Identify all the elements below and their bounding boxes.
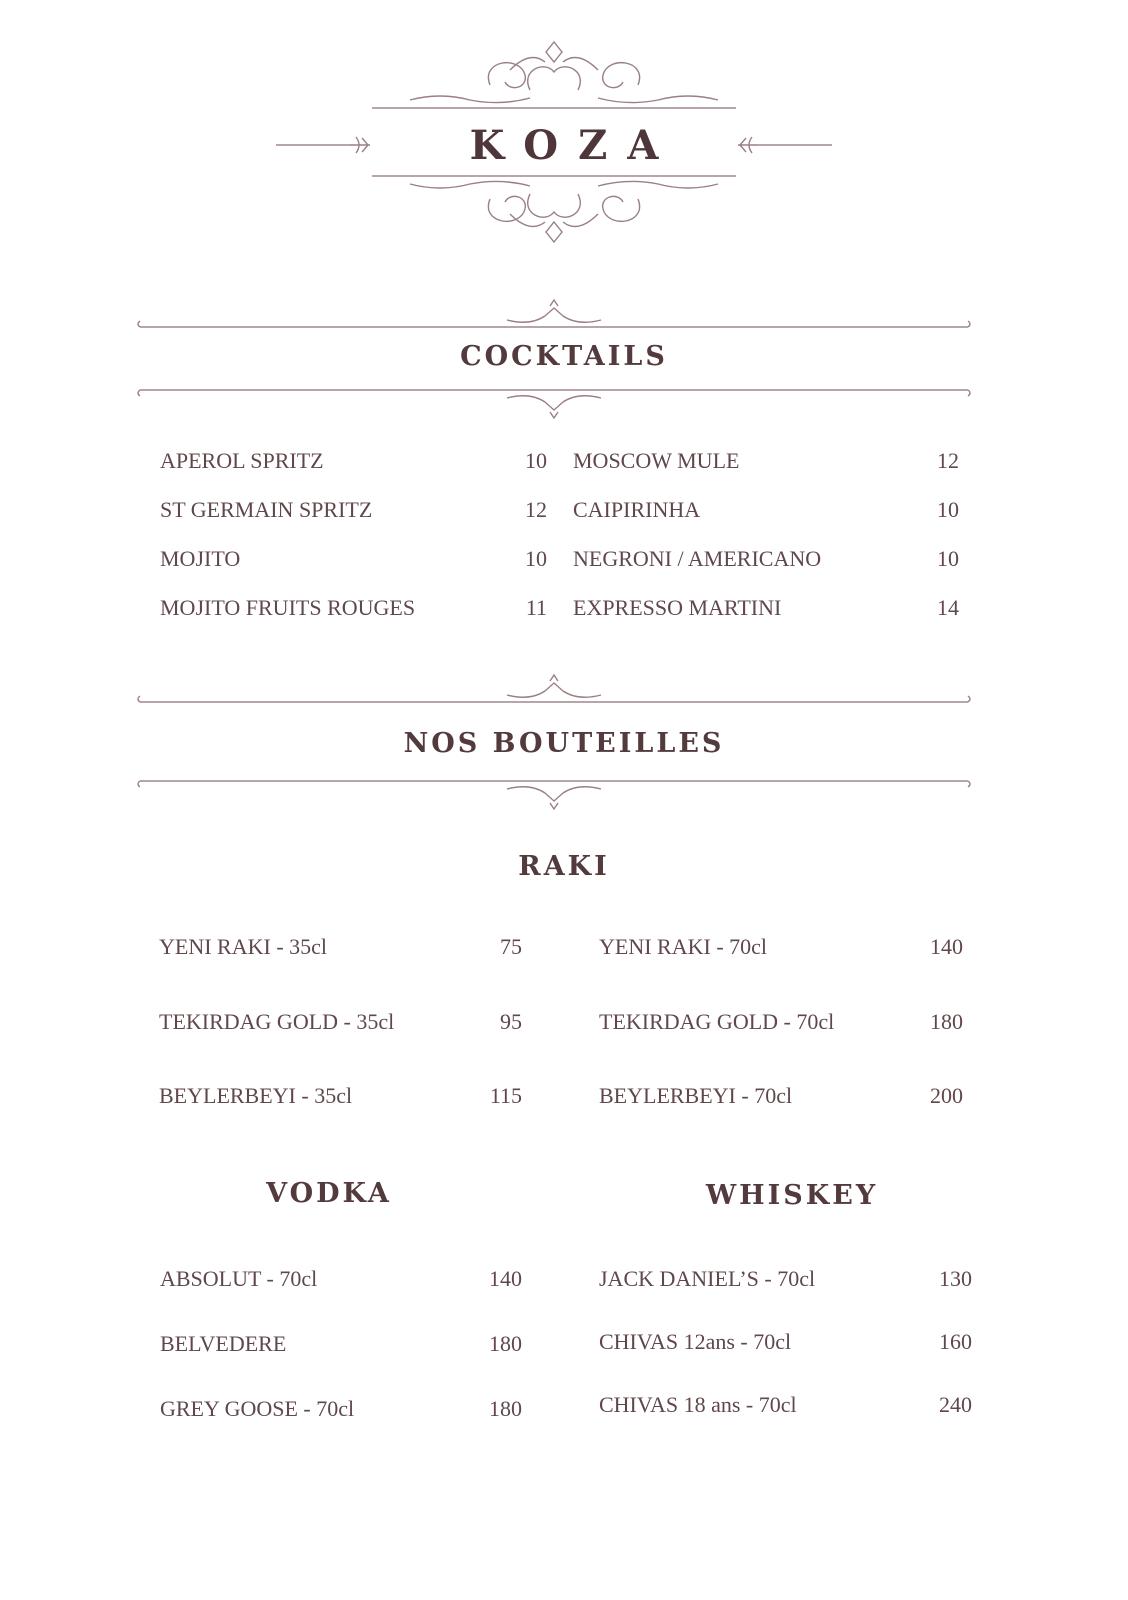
menu-item-price: 14 — [937, 595, 959, 620]
menu-item-name: ST GERMAIN SPRITZ — [160, 497, 373, 522]
section-title-bottles: NOS BOUTEILLES — [403, 728, 725, 759]
menu-item-name: JACK DANIEL’S - 70cl — [599, 1266, 816, 1291]
menu-item-price: 115 — [489, 1083, 522, 1108]
menu-item-name: YENI RAKI - 35cl — [159, 934, 328, 959]
menu-item-name: EXPRESSO MARTINI — [573, 595, 782, 620]
menu-item-name: YENI RAKI - 70cl — [599, 934, 768, 959]
menu-item-name: BELVEDERE — [160, 1331, 287, 1356]
menu-item-price: 180 — [489, 1396, 522, 1421]
menu-item-price: 12 — [937, 448, 959, 473]
section-title-cocktails: COCKTAILS — [460, 341, 668, 372]
menu-item-name: ABSOLUT - 70cl — [160, 1266, 318, 1291]
menu-item-price: 12 — [525, 497, 547, 522]
subsection-title-raki: RAKI — [518, 851, 610, 882]
subsection-title-whiskey: WHISKEY — [705, 1180, 879, 1211]
menu-item-name: GREY GOOSE - 70cl — [160, 1396, 355, 1421]
menu-item-name: APEROL SPRITZ — [160, 448, 324, 473]
menu-item-price: 130 — [939, 1266, 972, 1291]
menu-item-name: TEKIRDAG GOLD - 70cl — [599, 1009, 835, 1034]
menu-item-price: 10 — [937, 546, 959, 571]
menu-item-price: 160 — [939, 1329, 972, 1354]
menu-item-price: 240 — [939, 1392, 972, 1417]
menu-item-price: 140 — [489, 1266, 522, 1291]
menu-item-name: NEGRONI / AMERICANO — [573, 546, 822, 571]
menu-item-name: CAIPIRINHA — [573, 497, 701, 522]
menu-item-price: 11 — [525, 595, 547, 620]
menu-item-price: 10 — [937, 497, 959, 522]
menu-item-name: MOSCOW MULE — [573, 448, 740, 473]
menu-item-price: 10 — [525, 546, 547, 571]
menu-item-name: MOJITO FRUITS ROUGES — [160, 595, 416, 620]
menu-item-price: 10 — [525, 448, 547, 473]
brand-title: KOZA — [469, 122, 679, 169]
menu-item-price: 140 — [930, 934, 963, 959]
subsection-title-vodka: VODKA — [266, 1178, 392, 1209]
menu-item-price: 180 — [930, 1009, 963, 1034]
menu-item-name: BEYLERBEYI - 35cl — [159, 1083, 353, 1108]
menu-item-price: 200 — [930, 1083, 963, 1108]
menu-item-name: TEKIRDAG GOLD - 35cl — [159, 1009, 395, 1034]
menu-item-price: 180 — [489, 1331, 522, 1356]
menu-item-name: CHIVAS 12ans - 70cl — [599, 1329, 792, 1354]
menu-item-name: BEYLERBEYI - 70cl — [599, 1083, 793, 1108]
menu-item-name: CHIVAS 18 ans - 70cl — [599, 1392, 797, 1417]
menu-item-price: 75 — [500, 934, 522, 959]
menu-item-price: 95 — [500, 1009, 522, 1034]
menu-item-name: MOJITO — [160, 546, 241, 571]
